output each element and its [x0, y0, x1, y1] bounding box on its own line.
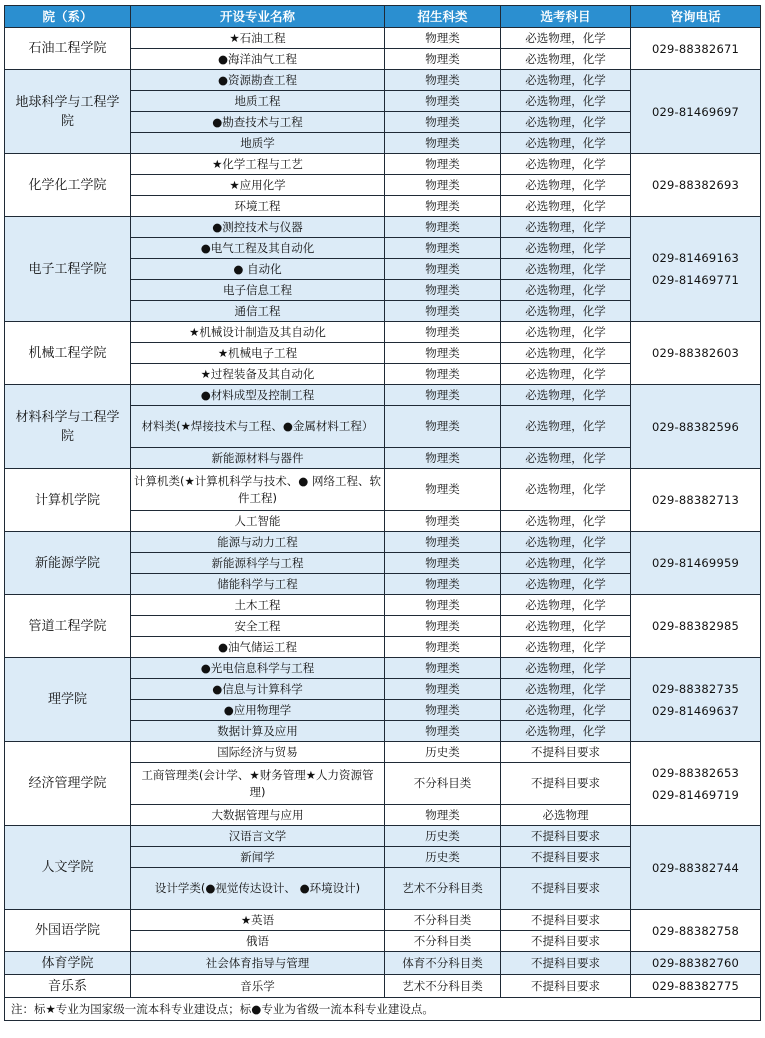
- required-subjects: 必选物理，化学: [501, 217, 631, 238]
- major-name: 新能源科学与工程: [131, 553, 385, 574]
- college-name: 石油工程学院: [5, 28, 131, 70]
- phone-number: 029-88382713: [651, 493, 740, 507]
- major-name: ●应用物理学: [131, 700, 385, 721]
- required-subjects: 必选物理，化学: [501, 553, 631, 574]
- table-row: [5, 910, 761, 931]
- enrollment-category: 物理类: [385, 28, 501, 49]
- major-name: ★石油工程: [131, 28, 385, 49]
- major-name: 俄语: [131, 931, 385, 952]
- enrollment-category: 历史类: [385, 742, 501, 763]
- required-subjects: 必选物理，化学: [501, 406, 631, 448]
- college-name: 体育学院: [5, 952, 131, 975]
- enrollment-category: 物理类: [385, 616, 501, 637]
- header-college: 院（系）: [5, 6, 131, 28]
- required-subjects: 必选物理，化学: [501, 637, 631, 658]
- required-subjects: 必选物理，化学: [501, 721, 631, 742]
- table-row: [5, 658, 761, 679]
- college-name: 新能源学院: [5, 532, 131, 595]
- required-subjects: 必选物理，化学: [501, 49, 631, 70]
- consult-phone: [631, 70, 761, 154]
- major-name: 能源与动力工程: [131, 532, 385, 553]
- major-name: ●测控技术与仪器: [131, 217, 385, 238]
- enrollment-category: 物理类: [385, 322, 501, 343]
- enrollment-category: 物理类: [385, 553, 501, 574]
- enrollment-category: 物理类: [385, 448, 501, 469]
- phone-number: 029-81469959: [651, 556, 740, 570]
- enrollment-category: 物理类: [385, 469, 501, 511]
- college-name: 机械工程学院: [5, 322, 131, 385]
- enrollment-category: 物理类: [385, 721, 501, 742]
- required-subjects: 不提科目要求: [501, 742, 631, 763]
- enrollment-category: 历史类: [385, 826, 501, 847]
- college-name: 计算机学院: [5, 469, 131, 532]
- required-subjects: 必选物理，化学: [501, 595, 631, 616]
- required-subjects: 必选物理，化学: [501, 322, 631, 343]
- required-subjects: 必选物理，化学: [501, 469, 631, 511]
- header-major: 开设专业名称: [131, 6, 385, 28]
- enrollment-category: 艺术不分科目类: [385, 868, 501, 910]
- major-name: ★应用化学: [131, 175, 385, 196]
- major-name: 人工智能: [131, 511, 385, 532]
- enrollment-category: 历史类: [385, 847, 501, 868]
- major-name: 大数据管理与应用: [131, 805, 385, 826]
- header-phone: 咨询电话: [631, 6, 761, 28]
- consult-phone: [631, 532, 761, 595]
- header-row: [5, 6, 761, 28]
- major-name: 国际经济与贸易: [131, 742, 385, 763]
- consult-phone: [631, 826, 761, 910]
- header-category: 招生科类: [385, 6, 501, 28]
- major-name: ★过程装备及其自动化: [131, 364, 385, 385]
- college-name: 理学院: [5, 658, 131, 742]
- footnote-row: [5, 998, 761, 1021]
- major-name: 地质工程: [131, 91, 385, 112]
- enrollment-category: 物理类: [385, 532, 501, 553]
- required-subjects: 不提科目要求: [501, 952, 631, 975]
- enrollment-category: 物理类: [385, 511, 501, 532]
- required-subjects: 不提科目要求: [501, 763, 631, 805]
- phone-number: 029-81469163: [651, 251, 740, 265]
- consult-phone: [631, 742, 761, 826]
- enrollment-category: 物理类: [385, 70, 501, 91]
- major-name: ★机械设计制造及其自动化: [131, 322, 385, 343]
- enrollment-category: 物理类: [385, 154, 501, 175]
- consult-phone: [631, 469, 761, 532]
- enrollment-category: 不分科目类: [385, 931, 501, 952]
- major-name: ●勘查技术与工程: [131, 112, 385, 133]
- major-name: 设计学类(●视觉传达设计、 ●环境设计): [131, 868, 385, 910]
- enrollment-category: 物理类: [385, 805, 501, 826]
- required-subjects: 必选物理，化学: [501, 616, 631, 637]
- college-group: [5, 826, 761, 910]
- college-name: 管道工程学院: [5, 595, 131, 658]
- enrollment-category: 物理类: [385, 385, 501, 406]
- major-name: 安全工程: [131, 616, 385, 637]
- consult-phone: [631, 28, 761, 70]
- phone-number: 029-81469697: [651, 104, 740, 119]
- enrollment-category: 物理类: [385, 406, 501, 448]
- college-group: [5, 658, 761, 742]
- major-name: 汉语言文学: [131, 826, 385, 847]
- college-group: [5, 910, 761, 952]
- required-subjects: 必选物理，化学: [501, 154, 631, 175]
- enrollment-category: 物理类: [385, 238, 501, 259]
- phone-number: 029-81469637: [651, 703, 740, 718]
- phone-number: 029-88382760: [651, 956, 740, 970]
- required-subjects: 必选物理，化学: [501, 448, 631, 469]
- required-subjects: 必选物理，化学: [501, 28, 631, 49]
- required-subjects: 不提科目要求: [501, 975, 631, 998]
- major-name: 地质学: [131, 133, 385, 154]
- required-subjects: 必选物理，化学: [501, 133, 631, 154]
- phone-number: 029-88382596: [651, 419, 740, 434]
- college-group: [5, 322, 761, 385]
- table-row: [5, 70, 761, 91]
- college-name: 人文学院: [5, 826, 131, 910]
- phone-number: 029-88382985: [651, 619, 740, 633]
- consult-phone: [631, 952, 761, 975]
- enrollment-category: 不分科目类: [385, 763, 501, 805]
- college-name: 外国语学院: [5, 910, 131, 952]
- enrollment-category: 物理类: [385, 637, 501, 658]
- phone-number: 029-81469771: [651, 273, 740, 287]
- required-subjects: 必选物理，化学: [501, 658, 631, 679]
- required-subjects: 必选物理，化学: [501, 301, 631, 322]
- major-name: 材料类(★焊接技术与工程、●金属材料工程）: [131, 406, 385, 448]
- major-name: ●海洋油气工程: [131, 49, 385, 70]
- enrollment-category: 物理类: [385, 196, 501, 217]
- required-subjects: 必选物理: [501, 805, 631, 826]
- consult-phone: [631, 595, 761, 658]
- required-subjects: 必选物理，化学: [501, 511, 631, 532]
- phone-number: 029-88382735: [651, 681, 740, 696]
- phone-number: 029-88382603: [651, 346, 740, 360]
- college-name: 材料科学与工程学院: [5, 385, 131, 469]
- college-group: [5, 952, 761, 975]
- consult-phone: [631, 322, 761, 385]
- enrollment-category: 物理类: [385, 280, 501, 301]
- phone-number: 029-88382693: [651, 178, 740, 192]
- table-row: [5, 742, 761, 763]
- table-row: [5, 532, 761, 553]
- required-subjects: 必选物理，化学: [501, 700, 631, 721]
- college-name: 电子工程学院: [5, 217, 131, 322]
- footnote: 注：标★专业为国家级一流本科专业建设点；标●专业为省级一流本科专业建设点。: [5, 998, 761, 1021]
- college-group: [5, 385, 761, 469]
- college-group: [5, 595, 761, 658]
- major-name: 数据计算及应用: [131, 721, 385, 742]
- table-row: [5, 826, 761, 847]
- major-name: 计算机类(★计算机科学与技术、● 网络工程、软件工程): [131, 469, 385, 511]
- college-group: [5, 28, 761, 70]
- college-group: [5, 532, 761, 595]
- enrollment-category: 体育不分科目类: [385, 952, 501, 975]
- enrollment-category: 物理类: [385, 49, 501, 70]
- phone-number: 029-88382758: [651, 923, 740, 938]
- college-group: [5, 469, 761, 532]
- consult-phone: [631, 217, 761, 322]
- major-name: 电子信息工程: [131, 280, 385, 301]
- enrollment-category: 物理类: [385, 301, 501, 322]
- major-name: 社会体育指导与管理: [131, 952, 385, 975]
- enrollment-category: 物理类: [385, 595, 501, 616]
- enrollment-category: 艺术不分科目类: [385, 975, 501, 998]
- major-name: ●油气储运工程: [131, 637, 385, 658]
- table-row: [5, 217, 761, 238]
- enrollment-category: 物理类: [385, 658, 501, 679]
- consult-phone: [631, 910, 761, 952]
- college-group: [5, 70, 761, 154]
- table-row: [5, 322, 761, 343]
- major-name: ★化学工程与工艺: [131, 154, 385, 175]
- required-subjects: 必选物理，化学: [501, 238, 631, 259]
- phone-number: 029-88382744: [651, 860, 740, 875]
- college-name: 化学化工学院: [5, 154, 131, 217]
- enrollment-category: 物理类: [385, 259, 501, 280]
- college-name: 音乐系: [5, 975, 131, 998]
- college-group: [5, 217, 761, 322]
- major-name: 环境工程: [131, 196, 385, 217]
- required-subjects: 必选物理，化学: [501, 196, 631, 217]
- table-row: [5, 975, 761, 998]
- consult-phone: [631, 975, 761, 998]
- table-row: [5, 952, 761, 975]
- required-subjects: 必选物理，化学: [501, 343, 631, 364]
- enrollment-category: 物理类: [385, 364, 501, 385]
- required-subjects: 必选物理，化学: [501, 574, 631, 595]
- phone-number: 029-88382671: [651, 41, 740, 56]
- major-name: 新能源材料与器件: [131, 448, 385, 469]
- major-name: ●信息与计算科学: [131, 679, 385, 700]
- required-subjects: 必选物理，化学: [501, 70, 631, 91]
- major-name: ★机械电子工程: [131, 343, 385, 364]
- college-name: 地球科学与工程学院: [5, 70, 131, 154]
- phone-number: 029-88382653: [651, 765, 740, 780]
- enrollment-category: 物理类: [385, 574, 501, 595]
- enrollment-category: 物理类: [385, 343, 501, 364]
- major-name: 土木工程: [131, 595, 385, 616]
- table-row: [5, 385, 761, 406]
- major-name: ●资源勘查工程: [131, 70, 385, 91]
- required-subjects: 必选物理，化学: [501, 532, 631, 553]
- required-subjects: 必选物理，化学: [501, 112, 631, 133]
- major-name: 储能科学与工程: [131, 574, 385, 595]
- enrollment-category: 物理类: [385, 91, 501, 112]
- enrollment-category: 物理类: [385, 217, 501, 238]
- required-subjects: 不提科目要求: [501, 868, 631, 910]
- consult-phone: [631, 385, 761, 469]
- college-group: [5, 975, 761, 998]
- required-subjects: 不提科目要求: [501, 931, 631, 952]
- college-group: [5, 154, 761, 217]
- header-subjects: 选考科目: [501, 6, 631, 28]
- consult-phone: [631, 658, 761, 742]
- required-subjects: 必选物理，化学: [501, 679, 631, 700]
- table-row: [5, 154, 761, 175]
- enrollment-category: 不分科目类: [385, 910, 501, 931]
- enrollment-category: 物理类: [385, 112, 501, 133]
- major-name: ● 自动化: [131, 259, 385, 280]
- college-name: 经济管理学院: [5, 742, 131, 826]
- enrollment-category: 物理类: [385, 133, 501, 154]
- table-header: [5, 6, 761, 28]
- enrollment-category: 物理类: [385, 679, 501, 700]
- required-subjects: 必选物理，化学: [501, 259, 631, 280]
- enrollment-category: 物理类: [385, 175, 501, 196]
- required-subjects: 必选物理，化学: [501, 364, 631, 385]
- enrollment-category: 物理类: [385, 700, 501, 721]
- consult-phone: [631, 154, 761, 217]
- major-name: 音乐学: [131, 975, 385, 998]
- major-name: ●电气工程及其自动化: [131, 238, 385, 259]
- required-subjects: 不提科目要求: [501, 910, 631, 931]
- required-subjects: 不提科目要求: [501, 826, 631, 847]
- major-name: ●光电信息科学与工程: [131, 658, 385, 679]
- required-subjects: 必选物理，化学: [501, 175, 631, 196]
- required-subjects: 必选物理，化学: [501, 385, 631, 406]
- phone-number: 029-81469719: [651, 787, 740, 802]
- major-name: 工商管理类(会计学、★财务管理★人力资源管理): [131, 763, 385, 805]
- major-name: ●材料成型及控制工程: [131, 385, 385, 406]
- college-group: [5, 742, 761, 826]
- major-name: ★英语: [131, 910, 385, 931]
- admissions-table: [4, 5, 761, 1021]
- required-subjects: 不提科目要求: [501, 847, 631, 868]
- major-name: 通信工程: [131, 301, 385, 322]
- required-subjects: 必选物理，化学: [501, 91, 631, 112]
- major-name: 新闻学: [131, 847, 385, 868]
- required-subjects: 必选物理，化学: [501, 280, 631, 301]
- table-row: [5, 28, 761, 49]
- table-row: [5, 595, 761, 616]
- phone-number: 029-88382775: [651, 979, 740, 993]
- table-row: [5, 469, 761, 511]
